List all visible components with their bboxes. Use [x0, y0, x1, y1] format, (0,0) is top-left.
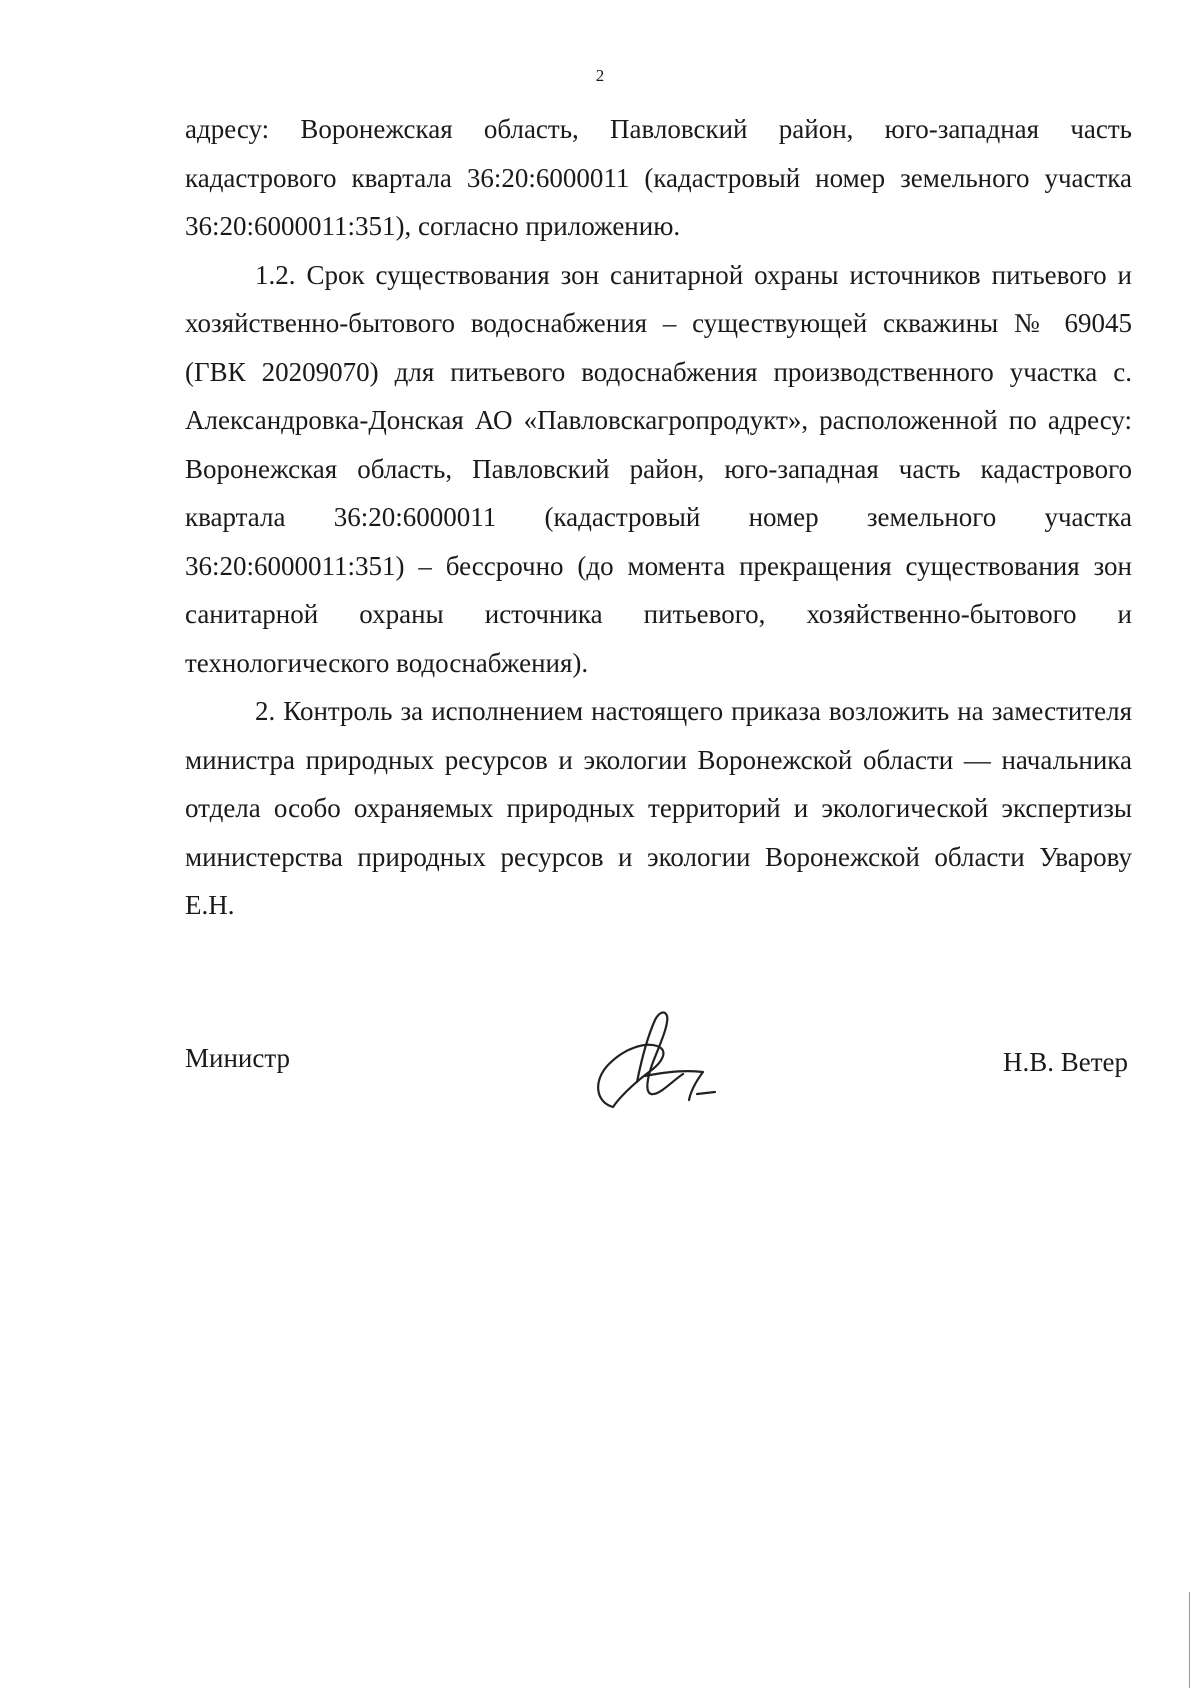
signer-name: Н.В. Ветер	[1002, 1047, 1128, 1077]
signature-block	[185, 1010, 1132, 1130]
page-number: 2	[595, 66, 605, 85]
signer-position: Министр	[185, 1043, 290, 1073]
paragraph-address-continuation: адресу: Воронежская область, Павловский район, юго-западная часть кадастрового квартала 36:20:6000011 (кадастровый номер земельного участка 36:20:6000011:351), согласно приложению.	[185, 114, 1132, 241]
scan-margin-line	[1189, 1592, 1190, 1688]
document-body	[185, 105, 1132, 930]
paragraph-2-control: 2. Контроль за исполнением настоящего приказа возложить на заместителя министра природных ресурсов и экологии Воронежской области — начальника отдела особо охраняемых природных территорий и экологической экспертизы министерства природных ресурсов и экологии Воронежской области Уварову Е.Н.	[185, 696, 1132, 920]
paragraph-1-2-term: 1.2. Срок существования зон санитарной охраны источников питьевого и хозяйственно-бытового водоснабжения – существующей скважины № 69045 (ГВК 20209070) для питьевого водоснабжения производственного участка с. Александровка-Донская АО «Павловскагропродукт», расположенной по адресу: Воронежская область, Павловский район, юго-западная часть кадастрового квартала 36:20:6000011 (кадастровый номер земельного участка 36:20:6000011:351) – бессрочно (до момента прекращения существования зон санитарной охраны источника питьевого, хозяйственно-бытового и технологического водоснабжения).	[185, 259, 1132, 678]
handwritten-signature	[575, 1002, 735, 1122]
